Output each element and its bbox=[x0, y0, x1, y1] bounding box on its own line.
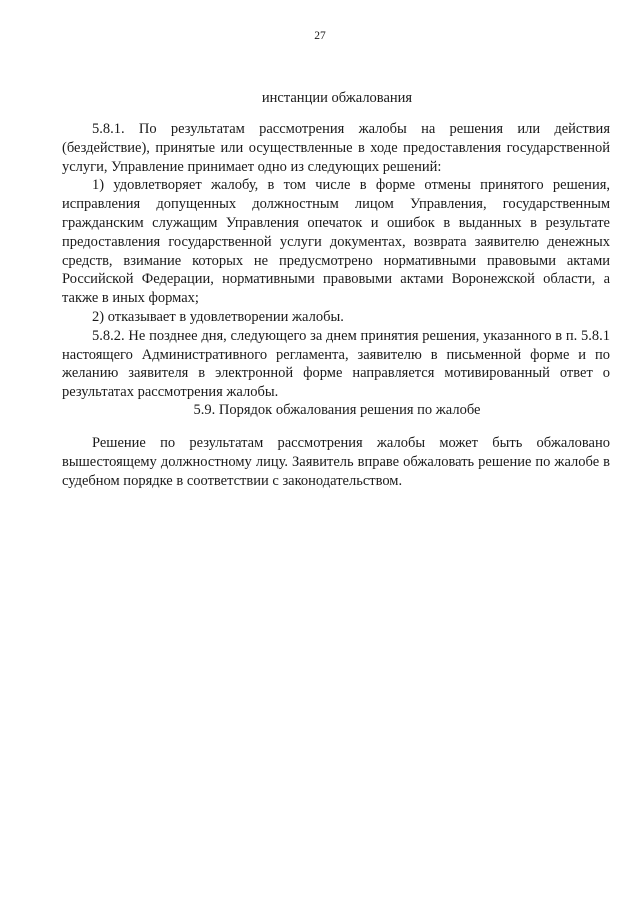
section-body-5-8 bbox=[62, 120, 610, 402]
paragraph-5-8-1: 5.8.1. По результатам рассмотрения жалобы на решения или действия (бездействие), принятые или осуществленные в ходе предоставления государственной услуги, Управление принимает одно из следующих решений: bbox=[62, 121, 610, 175]
section-heading-appeal-instances: инстанции обжалования bbox=[261, 90, 413, 106]
paragraph-decision-satisfy: 1) удовлетворяет жалобу, в том числе в форме отмены принятого решения, исправления допущенных должностным лицом Управления, государственным гражданским служащим Управления опечаток и ошибок в выданных в результате предоставления государственной услуги документах, возврата заявителю денежных средств, взимание которых не предусмотрено нормативными правовыми актами Российской Федерации, нормативными правовыми актами Воронежской области, а также в иных формах; bbox=[62, 177, 610, 307]
paragraph-appeal-procedure: Решение по результатам рассмотрения жалобы может быть обжаловано вышестоящему должностному лицу. Заявитель вправе обжаловать решение по жалобе в судебном порядке в соответствии с законодательством. bbox=[62, 435, 610, 489]
section-heading-5-9: 5.9. Порядок обжалования решения по жалобе bbox=[193, 402, 481, 418]
paragraph-decision-refuse: 2) отказывает в удовлетворении жалобы. bbox=[92, 308, 344, 325]
page-number: 27 bbox=[314, 30, 326, 42]
section-body-5-9 bbox=[62, 434, 610, 490]
paragraph-5-8-2: 5.8.2. Не позднее дня, следующего за днем принятия решения, указанного в п. 5.8.1 настоящего Административного регламента, заявителю в письменной форме и по желанию заявителя в электронной форме направляется мотивированный ответ о результатах рассмотрения жалобы. bbox=[62, 327, 610, 401]
